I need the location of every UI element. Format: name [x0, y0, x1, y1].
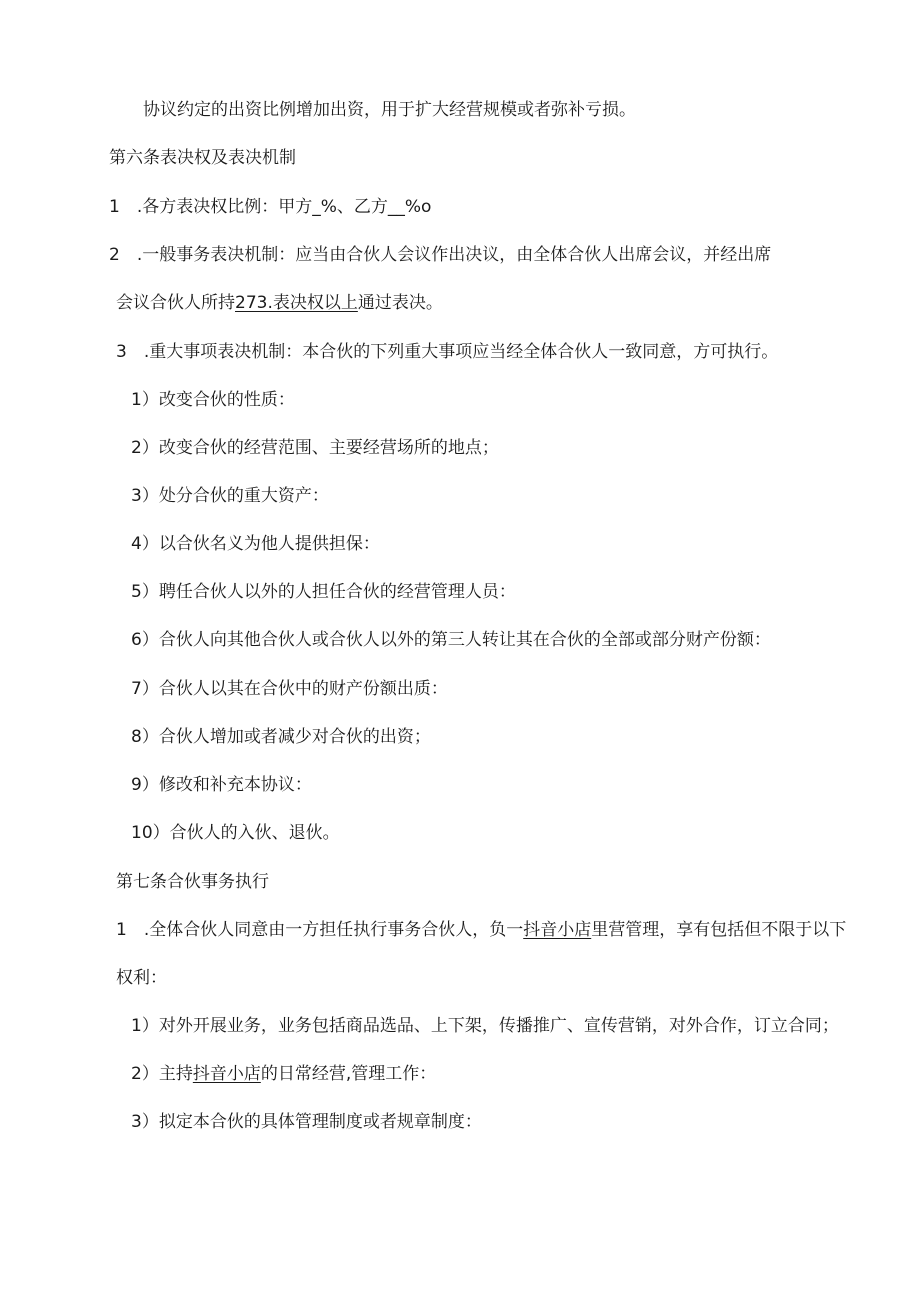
article6-heading: 第六条表决权及表决机制 — [109, 148, 296, 168]
sub2-pre: 2）主持 — [131, 1064, 193, 1084]
list-item: 1）改变合伙的性质： — [131, 390, 295, 410]
vote-threshold-underlined: 273.表决权以上 — [235, 293, 358, 313]
list-item: 1）对外开展业务，业务包括商品选品、上下架，传播推广、宣传营销，对外合作，订立合同； — [131, 1016, 839, 1036]
douyin-store-underlined: 抖音小店 — [192, 1064, 261, 1084]
sub2-post: 的日常经营,管理工作： — [260, 1064, 437, 1084]
list-item: 6）合伙人向其他合伙人或合伙人以外的第三人转让其在合伙的全部或部分财产份额： — [131, 630, 771, 650]
article7-item1-post: 里营管理，享有包括但不限于以下 — [591, 920, 847, 940]
intro-paragraph: 协议约定的出资比例增加出资，用于扩大经营规模或者弥补亏损。 — [143, 100, 636, 120]
list-item: 7）合伙人以其在合伙中的财产份额出质： — [131, 679, 448, 699]
item2-line2-post: 通过表决。 — [357, 293, 443, 313]
list-item: 3）拟定本合伙的具体管理制度或者规章制度： — [131, 1112, 482, 1132]
article6-item2-line1: 2 .一般事务表决机制：应当由合伙人会议作出决议，由全体合伙人出席会议，并经出席 — [109, 245, 772, 265]
article7-item1-line1 — [116, 918, 846, 942]
article6-item3: 3 .重大事项表决机制：本合伙的下列重大事项应当经全体合伙人一致同意，方可执行。 — [116, 342, 779, 362]
article7-heading: 第七条合伙事务执行 — [116, 872, 269, 892]
douyin-store-underlined: 抖音小店 — [523, 920, 592, 940]
list-item — [131, 1062, 436, 1086]
article6-item2-line2 — [116, 291, 443, 315]
list-item: 10）合伙人的入伙、退伙。 — [131, 823, 340, 843]
list-item: 8）合伙人增加或者减少对合伙的出资； — [131, 727, 431, 747]
article7-item1-line2: 权利： — [116, 968, 167, 988]
list-item: 2）改变合伙的经营范围、主要经营场所的地点； — [131, 438, 499, 458]
item2-line2-pre: 会议合伙人所持 — [116, 293, 235, 313]
list-item: 5）聘任合伙人以外的人担任合伙的经营管理人员： — [131, 582, 516, 602]
article7-item1-pre: 1 .全体合伙人同意由一方担任执行事务合伙人，负一 — [116, 920, 524, 940]
list-item: 9）修改和补充本协议： — [131, 775, 312, 795]
list-item: 4）以合伙名义为他人提供担保： — [131, 534, 380, 554]
article6-item1: 1 .各方表决权比例：甲方_%、乙方__%o — [109, 197, 432, 217]
list-item: 3）处分合伙的重大资产： — [131, 486, 329, 506]
